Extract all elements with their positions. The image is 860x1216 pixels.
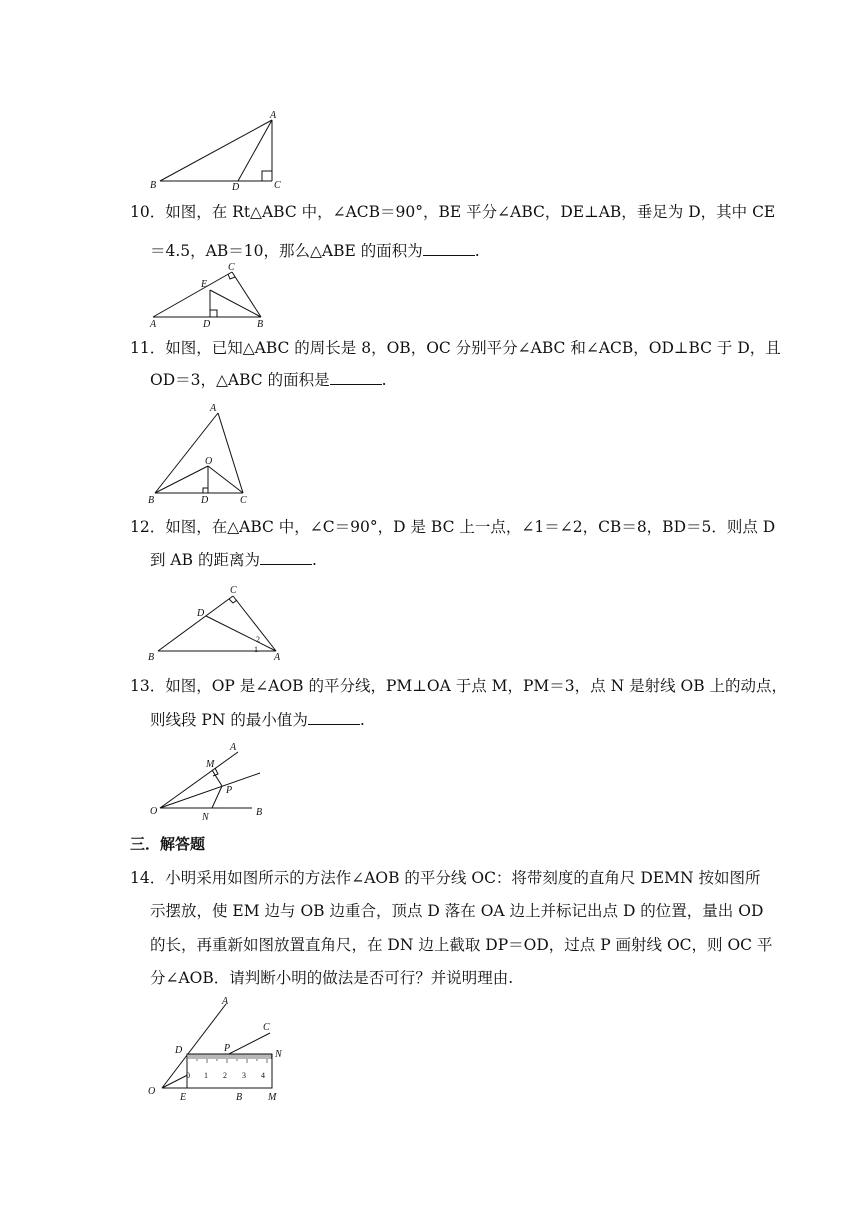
label-n: N xyxy=(275,1049,282,1060)
label-c: C xyxy=(228,262,235,273)
label-a: A xyxy=(210,403,217,414)
q12-text-line1: 12．如图，在△ABC 中，∠C＝90°，D 是 BC 上一点，∠1＝∠2，CB＝8，BD＝5．则点 D xyxy=(130,518,776,536)
q14-text-line2: 示摆放，使 EM 边与 OB 边重合，顶点 D 落在 OA 边上并标记出点 D 的位置，量出 OD xyxy=(150,902,764,920)
label-d: D xyxy=(203,319,211,330)
label-a: A xyxy=(230,742,237,753)
q11-text-line1: 11．如图，已知△ABC 的周长是 8，OB，OC 分别平分∠ABC 和∠ACB，OD⊥BC 于 D，且 xyxy=(130,339,781,357)
q12-text-line2-post: . xyxy=(311,551,317,569)
tick-label-2: 2 xyxy=(223,1071,227,1080)
label-m: M xyxy=(268,1092,277,1103)
label-b: B xyxy=(236,1092,243,1103)
q10-text-line1: 10．如图，在 Rt△ABC 中，∠ACB＝90°，BE 平分∠ABC，DE⊥AB，垂足为 D，其中 CE xyxy=(130,203,776,221)
label-c: C xyxy=(274,180,281,191)
label-e: E xyxy=(201,279,208,290)
tick-label-3: 3 xyxy=(242,1071,246,1080)
q13-text-line2-pre: 则线段 PN 的最小值为 xyxy=(150,711,308,729)
label-a: A xyxy=(150,319,157,330)
label-p: P xyxy=(224,1043,231,1054)
q13-text-line1: 13．如图，OP 是∠AOB 的平分线，PM⊥OA 于点 M，PM＝3，点 N 是射线 OB 上的动点， xyxy=(130,677,788,695)
label-b: B xyxy=(256,807,263,818)
q14-text-line1: 14．小明采用如图所示的方法作∠AOB 的平分线 OC：将带刻度的直角尺 DEMN 按如图所 xyxy=(130,869,761,887)
label-m: M xyxy=(206,759,215,770)
label-d: D xyxy=(197,608,205,619)
tick-label-4: 4 xyxy=(261,1071,265,1080)
q13-text-line2-post: . xyxy=(359,711,365,729)
label-p: P xyxy=(226,785,233,796)
label-o: O xyxy=(150,806,158,817)
label-n: N xyxy=(202,812,209,823)
label-c: C xyxy=(230,585,237,596)
label-o: O xyxy=(148,1086,156,1097)
label-d: D xyxy=(232,182,240,193)
q12-text-line2-pre: 到 AB 的距离为 xyxy=(150,551,260,569)
label-c: C xyxy=(263,1022,270,1033)
q11-text-line2-post: . xyxy=(381,371,387,389)
label-b: B xyxy=(257,319,264,330)
tick-label-0: 0 xyxy=(186,1071,190,1080)
tick-label-1: 1 xyxy=(204,1071,208,1080)
label-2: 2 xyxy=(256,635,260,644)
q10-text-line2-post: . xyxy=(474,242,480,260)
label-b: B xyxy=(148,652,155,663)
label-a: A xyxy=(222,996,229,1007)
label-e: E xyxy=(180,1092,187,1103)
label-c: C xyxy=(240,495,247,506)
label-d: D xyxy=(175,1045,183,1056)
label-o: O xyxy=(205,456,213,467)
q11-text-line2-pre: OD＝3，△ABC 的面积是 xyxy=(150,371,330,389)
label-b: B xyxy=(150,180,157,191)
q10-text-line2-pre: ＝4.5，AB＝10，那么△ABE 的面积为 xyxy=(150,242,423,260)
q14-text-line4: 分∠AOB．请判断小明的做法是否可行？并说明理由. xyxy=(150,969,514,987)
label-b: B xyxy=(148,495,155,506)
label-d: D xyxy=(201,495,209,506)
q14-text-line3: 的长，再重新如图放置直角尺，在 DN 边上截取 DP＝OD，过点 P 画射线 OC，则 OC 平 xyxy=(150,936,773,954)
label-1: 1 xyxy=(254,645,258,654)
label-a: A xyxy=(270,110,277,121)
label-a: A xyxy=(274,652,281,663)
section-title: 三．解答题 xyxy=(130,835,206,853)
